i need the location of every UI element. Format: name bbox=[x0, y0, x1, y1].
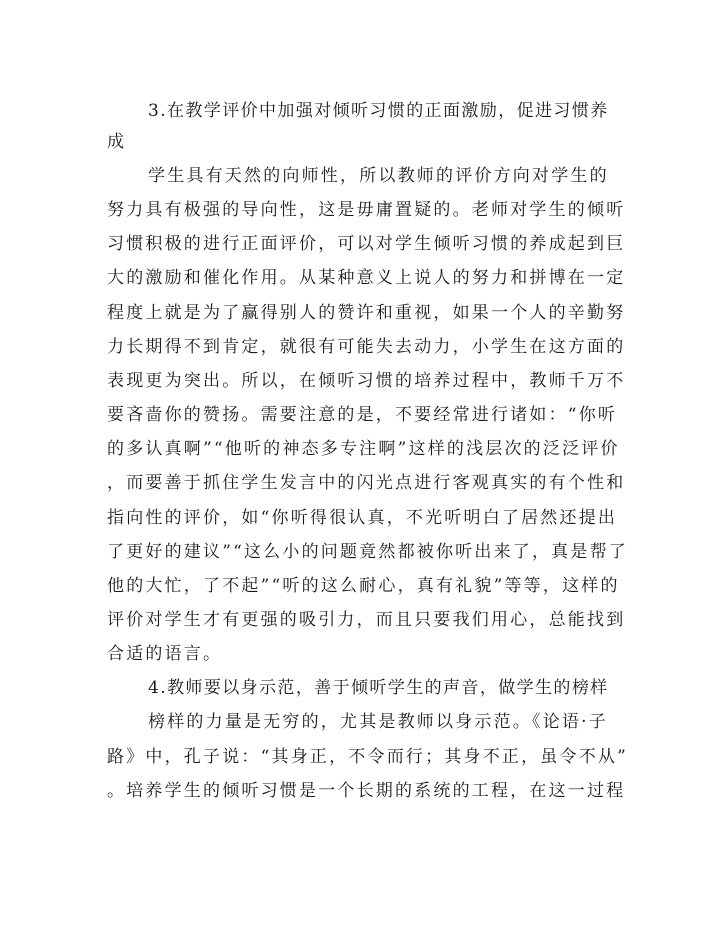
paragraph-line: 了更好的建议”“这么小的问题竟然都被你听出来了，真是帮了 bbox=[107, 542, 628, 562]
paragraph-line: 要吝啬你的赞扬。需要注意的是，不要经常进行诸如：“你听 bbox=[107, 405, 618, 425]
paragraph-line: 指向性的评价，如“你听得很认真，不光听明白了居然还提出 bbox=[107, 508, 618, 528]
paragraph-line: 榜样的力量是无穷的，尤其是教师以身示范。《论语·子 bbox=[148, 712, 608, 732]
paragraph-line: 表现更为突出。所以，在倾听习惯的培养过程中，教师千万不 bbox=[107, 371, 626, 391]
paragraph-line: 。培养学生的倾听习惯是一个长期的系统的工程，在这一过程 bbox=[107, 781, 626, 801]
paragraph-line: 习惯积极的进行正面评价，可以对学生倾听习惯的养成起到巨 bbox=[107, 234, 626, 254]
paragraph-line: 程度上就是为了赢得别人的赞许和重视，如果一个人的辛勤努 bbox=[107, 303, 626, 323]
paragraph-line: 他的大忙，了不起”“听的这么耐心，真有礼貌”等等，这样的 bbox=[107, 576, 620, 596]
paragraph-line: 力长期得不到肯定，就很有可能失去动力，小学生在这方面的 bbox=[107, 337, 626, 357]
paragraph-line: 的多认真啊”“他听的神态多专注啊”这样的浅层次的泛泛评价 bbox=[107, 439, 620, 459]
paragraph-line: 路》中，孔子说：“其身正，不令而行；其身不正，虽令不从” bbox=[107, 747, 628, 767]
paragraph-line: 评价对学生才有更强的吸引力，而且只要我们用心，总能找到 bbox=[107, 610, 626, 630]
paragraph-line: ，而要善于抓住学生发言中的闪光点进行客观真实的有个性和 bbox=[107, 473, 626, 493]
paragraph-line: 大的激励和催化作用。从某种意义上说人的努力和拼博在一定 bbox=[107, 268, 626, 288]
section-4-heading: 4.教师要以身示范，善于倾听学生的声音，做学生的榜样 bbox=[148, 678, 609, 698]
paragraph-line: 努力具有极强的导向性，这是毋庸置疑的。老师对学生的倾听 bbox=[107, 200, 626, 220]
section-3-heading-continued: 成 bbox=[107, 132, 127, 152]
section-3-heading: 3.在教学评价中加强对倾听习惯的正面激励，促进习惯养 bbox=[148, 101, 609, 121]
paragraph-line: 学生具有天然的向师性，所以教师的评价方向对学生的 bbox=[148, 166, 609, 186]
paragraph-line: 合适的语言。 bbox=[107, 644, 223, 664]
